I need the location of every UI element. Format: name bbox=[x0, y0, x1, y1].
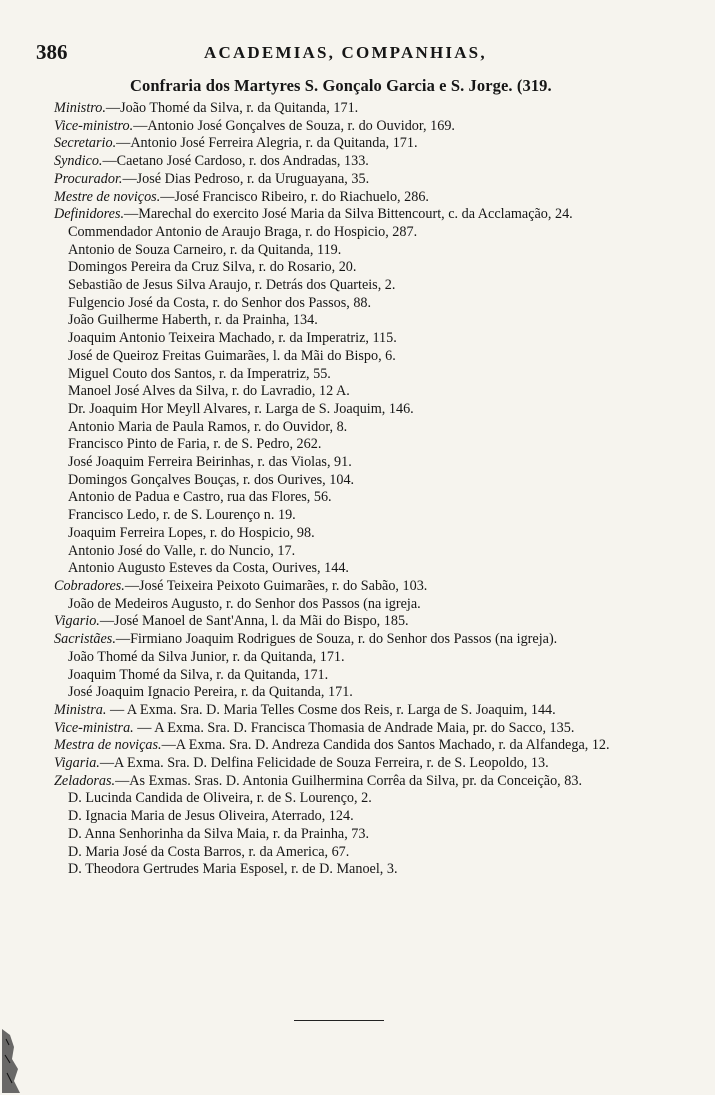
directory-entry bbox=[54, 861, 674, 879]
entry-text: —As Exmas. Sras. D. Antonia Guilhermina Corrêa da Silva, pr. da Conceição, 83. bbox=[115, 772, 583, 789]
entry-text: Francisco Ledo, r. de S. Lourenço n. 19. bbox=[68, 507, 296, 524]
entry-text: —José Manoel de Sant'Anna, l. da Mãi do Bispo, 185. bbox=[99, 613, 409, 630]
entry-text: D. Theodora Gertrudes Maria Esposel, r. de D. Manoel, 3. bbox=[68, 861, 398, 878]
entry-text: —Antonio José Gonçalves de Souza, r. do Ouvidor, 169. bbox=[133, 117, 455, 134]
directory-entry bbox=[54, 242, 674, 260]
entry-text: Commendador Antonio de Araujo Braga, r. do Hospicio, 287. bbox=[68, 223, 418, 240]
entry-role: Vice-ministra. bbox=[54, 719, 134, 736]
directory-entry bbox=[54, 720, 674, 738]
entry-text: —João Thomé da Silva, r. da Quitanda, 171. bbox=[105, 100, 359, 116]
entry-text: José de Queiroz Freitas Guimarães, l. da Mãi do Bispo, 6. bbox=[68, 347, 396, 364]
entry-text: Domingos Gonçalves Bouças, r. dos Ourives, 104. bbox=[68, 471, 355, 488]
directory-entry bbox=[54, 737, 674, 755]
running-head: ACADEMIAS, COMPANHIAS, bbox=[204, 43, 487, 62]
directory-entry bbox=[54, 419, 674, 437]
directory-entry bbox=[54, 436, 674, 454]
entry-text: Fulgencio José da Costa, r. do Senhor dos Passos, 88. bbox=[68, 294, 372, 311]
directory-entry bbox=[54, 525, 674, 543]
directory-entry bbox=[54, 684, 674, 702]
directory-entry bbox=[54, 472, 674, 490]
entry-text: D. Maria José da Costa Barros, r. da America, 67. bbox=[68, 843, 350, 860]
directory-entry bbox=[54, 613, 674, 631]
entry-text: Antonio de Padua e Castro, rua das Flores, 56. bbox=[68, 489, 332, 506]
entry-text: —A Exma. Sra. D. Andreza Candida dos Santos Machado, r. da Alfandega, 12. bbox=[161, 737, 610, 754]
closing-rule bbox=[294, 1020, 384, 1021]
entry-role: Procurador. bbox=[54, 170, 123, 187]
directory-entry bbox=[54, 366, 674, 384]
directory-entry bbox=[54, 100, 674, 118]
entry-role: Vigaria. bbox=[54, 755, 100, 772]
directory-entry bbox=[54, 259, 674, 277]
directory-entry bbox=[54, 755, 674, 773]
binding-edge-mark bbox=[0, 1025, 26, 1095]
entry-text: —Marechal do exercito José Maria da Silva Bittencourt, c. da Acclamação, 24. bbox=[124, 206, 573, 223]
directory-entry bbox=[54, 348, 674, 366]
directory-entry bbox=[54, 224, 674, 242]
directory-entry bbox=[54, 153, 674, 171]
directory-entry bbox=[54, 596, 674, 614]
entry-text: D. Ignacia Maria de Jesus Oliveira, Aterrado, 124. bbox=[68, 808, 354, 825]
entry-text: Antonio Augusto Esteves da Costa, Ourives, 144. bbox=[68, 560, 349, 577]
entry-text: Joaquim Antonio Teixeira Machado, r. da Imperatriz, 115. bbox=[68, 330, 397, 347]
directory-entry bbox=[54, 295, 674, 313]
entry-text: Antonio José do Valle, r. do Nuncio, 17. bbox=[68, 542, 296, 559]
entry-role: Vice-ministro. bbox=[54, 117, 134, 134]
entry-text: Antonio Maria de Paula Ramos, r. do Ouvidor, 8. bbox=[68, 418, 348, 435]
entry-text: —Caetano José Cardoso, r. dos Andradas, 133. bbox=[102, 153, 369, 170]
entry-text: Miguel Couto dos Santos, r. da Imperatriz, 55. bbox=[68, 365, 331, 382]
directory-entry bbox=[54, 330, 674, 348]
entry-text: Dr. Joaquim Hor Meyll Alvares, r. Larga de S. Joaquim, 146. bbox=[68, 400, 414, 417]
directory-entry bbox=[54, 578, 674, 596]
entry-text: José Joaquim Ferreira Beirinhas, r. das Violas, 91. bbox=[68, 454, 352, 471]
directory-entry bbox=[54, 118, 674, 136]
entry-role: Zeladoras. bbox=[54, 772, 116, 789]
page-header bbox=[36, 40, 676, 64]
entry-text: —José Dias Pedroso, r. da Uruguayana, 35. bbox=[122, 170, 370, 187]
entry-text: Joaquim Thomé da Silva, r. da Quitanda, 171. bbox=[68, 666, 329, 683]
entry-text: Domingos Pereira da Cruz Silva, r. do Rosario, 20. bbox=[68, 259, 357, 276]
entry-role: Secretario. bbox=[54, 135, 117, 152]
directory-entry bbox=[54, 649, 674, 667]
page-number: 386 bbox=[36, 40, 68, 64]
directory-entry bbox=[54, 507, 674, 525]
entry-text: João Thomé da Silva Junior, r. da Quitanda, 171. bbox=[68, 648, 345, 665]
entry-text: Antonio de Souza Carneiro, r. da Quitanda, 119. bbox=[68, 241, 342, 258]
directory-entry bbox=[54, 826, 674, 844]
entry-role: Sacristães. bbox=[54, 631, 116, 648]
entry-role: Syndico. bbox=[54, 153, 103, 170]
entry-text: Joaquim Ferreira Lopes, r. do Hospicio, 98. bbox=[68, 524, 315, 541]
entry-text: —José Teixeira Peixoto Guimarães, r. do Sabão, 103. bbox=[124, 577, 428, 594]
directory-entry bbox=[54, 135, 674, 153]
directory-entry bbox=[54, 401, 674, 419]
entry-text: José Joaquim Ignacio Pereira, r. da Quitanda, 171. bbox=[68, 684, 353, 701]
directory-entry bbox=[54, 454, 674, 472]
directory-entry bbox=[54, 312, 674, 330]
entry-role: Definidores. bbox=[54, 206, 125, 223]
entry-role: Cobradores. bbox=[54, 577, 125, 594]
directory-entry bbox=[54, 667, 674, 685]
section-title: Confraria dos Martyres S. Gonçalo Garcia e S. Jorge. (319. bbox=[130, 76, 552, 95]
entry-text: João Guilherme Haberth, r. da Prainha, 134. bbox=[68, 312, 318, 329]
directory-entry bbox=[54, 189, 674, 207]
entry-text: Francisco Pinto de Faria, r. de S. Pedro, 262. bbox=[68, 436, 322, 453]
directory-entry bbox=[54, 790, 674, 808]
directory-entry bbox=[54, 702, 674, 720]
entry-text: Sebastião de Jesus Silva Araujo, r. Detrás dos Quarteis, 2. bbox=[68, 277, 396, 294]
entry-text: — A Exma. Sra. D. Francisca Thomasia de Andrade Maia, pr. do Sacco, 135. bbox=[133, 719, 575, 736]
directory-entry bbox=[54, 560, 674, 578]
directory-entry bbox=[54, 383, 674, 401]
entry-role: Mestre de noviços. bbox=[54, 188, 161, 205]
entry-text: D. Lucinda Candida de Oliveira, r. de S. Lourenço, 2. bbox=[68, 790, 372, 807]
directory-entry bbox=[54, 171, 674, 189]
entry-role: Ministra. bbox=[54, 701, 107, 718]
directory-entry bbox=[54, 808, 674, 826]
entry-text: —A Exma. Sra. D. Delfina Felicidade de Souza Ferreira, r. de S. Leopoldo, 13. bbox=[99, 755, 549, 772]
entry-role: Mestra de noviças. bbox=[54, 737, 162, 754]
entry-text: —José Francisco Ribeiro, r. do Riachuelo, 286. bbox=[160, 188, 429, 205]
entry-list bbox=[54, 100, 674, 879]
directory-entry bbox=[54, 489, 674, 507]
entry-text: João de Medeiros Augusto, r. do Senhor dos Passos (na igreja. bbox=[68, 595, 421, 612]
directory-entry bbox=[54, 277, 674, 295]
entry-text: — A Exma. Sra. D. Maria Telles Cosme dos Reis, r. Larga de S. Joaquim, 144. bbox=[106, 701, 556, 718]
directory-entry bbox=[54, 844, 674, 862]
entry-text: —Firmiano Joaquim Rodrigues de Souza, r. do Senhor dos Passos (na igreja). bbox=[115, 631, 558, 648]
directory-entry bbox=[54, 543, 674, 561]
entry-text: D. Anna Senhorinha da Silva Maia, r. da Prainha, 73. bbox=[68, 825, 370, 842]
directory-entry bbox=[54, 773, 674, 791]
entry-text: —Antonio José Ferreira Alegria, r. da Quitanda, 171. bbox=[116, 135, 418, 152]
entry-role: Ministro. bbox=[54, 100, 106, 116]
directory-entry bbox=[54, 631, 674, 649]
entry-role: Vigario. bbox=[54, 613, 100, 630]
entry-text: Manoel José Alves da Silva, r. do Lavradio, 12 A. bbox=[68, 383, 350, 400]
directory-entry bbox=[54, 206, 674, 224]
